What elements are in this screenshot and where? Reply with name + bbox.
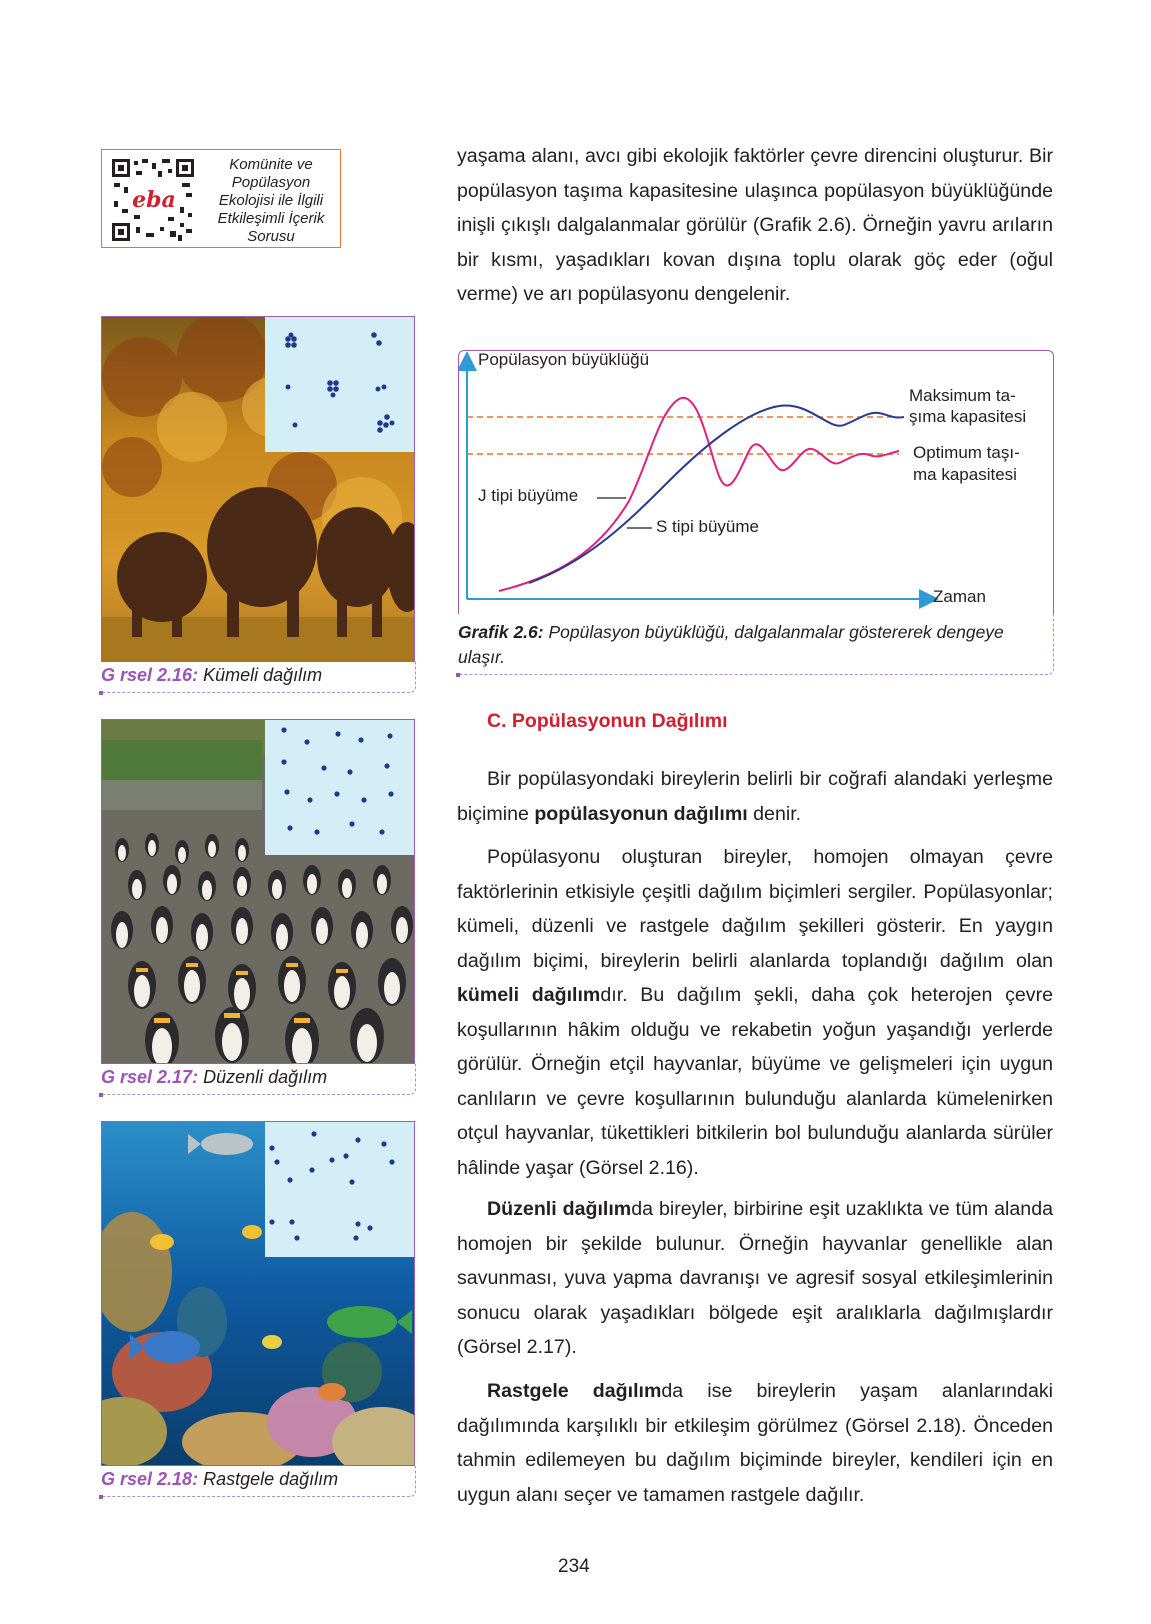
coral-reef-scene bbox=[102, 1122, 415, 1466]
figure-2-16-dot bbox=[99, 691, 103, 695]
max-capacity-label: Maksimum ta- şıma kapasitesi bbox=[909, 386, 1027, 426]
series-s-label: S tipi büyüme bbox=[656, 517, 759, 536]
page-number: 234 bbox=[558, 1556, 590, 1577]
optimum-capacity-label: Optimum taşı- ma kapasitesi bbox=[913, 443, 1020, 484]
qr-code-box[interactable] bbox=[101, 149, 341, 248]
series-j-label: J tipi büyüme bbox=[478, 486, 579, 505]
intro-paragraph: yaşama alanı, avcı gibi ekolojik faktörler çevre direncini oluşturur. Bir popülasyon taşıma kapasitesine ulaşınca popülasyon büyüklüğünde inişli çıkışlı dalgalanmalar görülür (Grafik 2.6). Örneğin yavru arıların bir kısmı, yaşadıkları kovan dışına toplu olarak göç eder (oğul verme) ve arı popülasyonu dengelenir. bbox=[457, 145, 1053, 305]
figure-2-18-image bbox=[101, 1121, 415, 1466]
paragraph-3: Düzenli dağılımda bireyler, birbirine eşit uzaklıkta ve tüm alanda homojen bir şekilde bulunur. Örneğin hayvanlar genellikle alan savunması, yuva yapma davranışı ve agresif sosyal etkileşimlerinin sonucu olarak yaşadıkları bölgede eşit aralıklarla dağılmışlardır (Görsel 2.17). bbox=[457, 1198, 1054, 1358]
qr-code-icon[interactable] bbox=[110, 157, 196, 243]
chart-caption-frame bbox=[458, 614, 1054, 675]
figure-2-16-caption-frame bbox=[101, 662, 416, 693]
figure-2-16-image bbox=[101, 316, 415, 662]
figure-2-17-dot bbox=[99, 1093, 103, 1097]
qr-description: Komünite ve Popülasyon Ekolojisi ile İlgili Etkileşimli İçerik Sorusu bbox=[217, 156, 325, 245]
figure-2-16-caption: G rsel 2.16: Kümeli dağılım bbox=[101, 665, 323, 685]
x-axis-label: Zaman bbox=[933, 587, 986, 606]
figure-2-17-caption-frame bbox=[101, 1064, 416, 1095]
population-growth-chart bbox=[458, 350, 1054, 614]
paragraph-1: Bir popülasyondaki bireylerin belirli bir coğrafi alandaki yerleşme biçimine popülasyonun dağılımı denir. bbox=[457, 768, 1053, 825]
figure-2-18-caption: G rsel 2.18: Rastgele dağılım bbox=[101, 1469, 339, 1489]
figure-2-17-caption: G rsel 2.17: Düzenli dağılım bbox=[101, 1067, 328, 1087]
paragraph-2: Popülasyonu oluşturan bireyler, homojen olmayan çevre faktörlerinin etkisiyle çeşitli dağılım biçimleri sergiler. Popülasyonlar; kümeli, düzenli ve rastgele dağılım şekilleri gösterir. En yaygın dağılım biçimi, bireylerin belirli alanlarda toplandığı dağılım olan kümeli dağılımdır. Bu dağılım şekli, daha çok heterojen çevre koşullarının hâkim olduğu ve rekabetin yoğun yaşandığı yerlerde görülür. Örneğin etçil hayvanlar, büyüme ve gelişmeleri için uygun canlıların ve çevre koşullarının bulunduğu alanlarda kümelenirken otçul hayvanlar, tükettikleri bitkilerin bol bulunduğu alanlarda sürüler hâlinde yaşar (Görsel 2.16). bbox=[457, 846, 1053, 1179]
y-axis-label: Popülasyon büyüklüğü bbox=[478, 350, 650, 369]
eba-logo: eba bbox=[132, 187, 176, 213]
figure-2-18-dot bbox=[99, 1495, 103, 1499]
chart-caption-dot bbox=[456, 673, 460, 677]
series-s-line bbox=[529, 405, 904, 583]
figure-2-18-caption-frame bbox=[101, 1466, 416, 1497]
figure-2-17-image bbox=[101, 719, 415, 1064]
section-heading: C. Popülasyonun Dağılımı bbox=[487, 710, 728, 732]
paragraph-4: Rastgele dağılımda ise bireylerin yaşam alanlarındaki dağılımında karşılıklı bir etkileşim görülmez (Görsel 2.18). Önceden tahmin edilemeyen bu dağılım biçiminde bireyler, kendileri için en uygun alanı seçer ve tamamen rastgele dağılır. bbox=[457, 1380, 1053, 1506]
penguin-scene bbox=[102, 720, 415, 1064]
chart-caption: Grafik 2.6: Popülasyon büyüklüğü, dalgalanmalar göstererek dengeye ulaşır. bbox=[458, 622, 1004, 667]
bison-scene bbox=[102, 317, 415, 662]
